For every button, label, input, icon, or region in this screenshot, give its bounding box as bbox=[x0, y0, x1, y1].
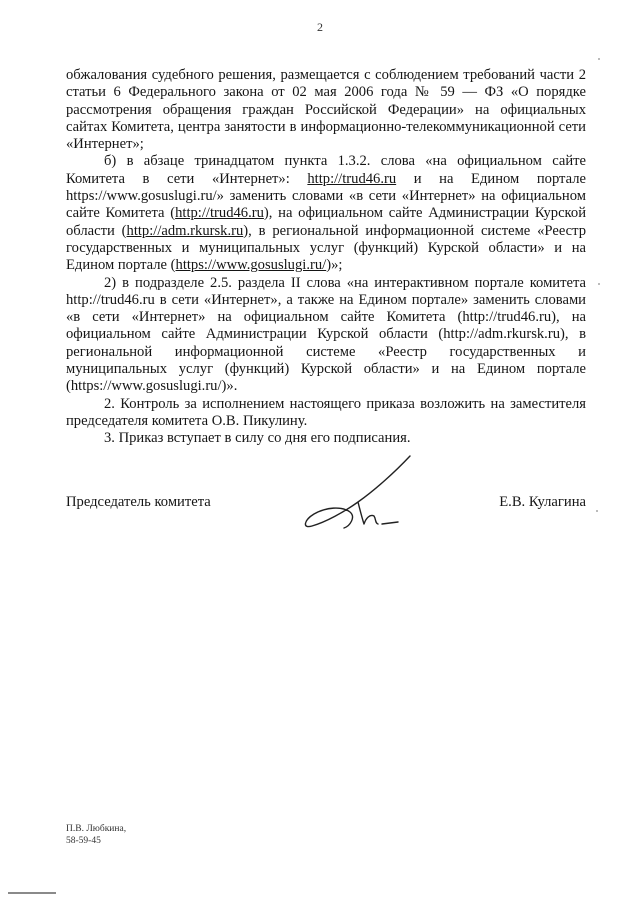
paragraph-b-text-2: и на Едином портале https://www.gosuslugi.ru/» заменить словами «в сети «Интернет» на официальном сайте Комитета ( bbox=[66, 170, 586, 222]
scan-speck bbox=[598, 283, 600, 285]
executor-name: П.В. Любкина, bbox=[66, 824, 127, 834]
signer-title: Председатель комитета bbox=[66, 494, 211, 510]
paragraph-continuation: обжалования судебного решения, размещается с соблюдением требований части 2 статьи 6 Федерального закона от 02 мая 2006 года № 59 — ФЗ «О порядке рассмотрения обращения граждан Российской Федерации» на официальных сайтах Комитета, центра занятости в информационно-телекоммуникационной сети «Интернет»; bbox=[66, 67, 586, 153]
paragraph-b-text-5: )»; bbox=[326, 257, 343, 274]
link-trud46: http://trud46.ru bbox=[307, 170, 397, 187]
paragraph-b-text-1: б) в абзаце тринадцатом пункта 1.3.2. слова «на официальном сайте Комитета в сети «Интернет»: bbox=[66, 153, 586, 187]
paragraph-b bbox=[66, 153, 586, 274]
scan-speck bbox=[598, 58, 600, 60]
paragraph-effective: 3. Приказ вступает в силу со дня его подписания. bbox=[104, 430, 411, 447]
handwritten-signature bbox=[300, 452, 420, 542]
document-body bbox=[66, 67, 586, 448]
scan-mark bbox=[8, 892, 56, 894]
scan-speck bbox=[596, 510, 598, 512]
link-adm-rkursk: http://adm.rkursk.ru bbox=[126, 222, 244, 239]
signer-name: Е.В. Кулагина bbox=[499, 494, 586, 510]
page-number: 2 bbox=[317, 20, 323, 34]
paragraph-b-text-3: ), на официальном сайте Администрации Курской области ( bbox=[66, 205, 587, 239]
executor-phone: 58-59-45 bbox=[66, 836, 101, 846]
executor-note bbox=[66, 823, 126, 847]
link-gosuslugi: https://www.gosuslugi.ru/ bbox=[175, 257, 327, 274]
paragraph-b-text-4: ), в региональной информационной системе «Реестр государственных и муниципальных услуг (функций) Курской области» и на Едином портале ( bbox=[66, 222, 587, 274]
link-trud46-2: http://trud46.ru bbox=[175, 205, 264, 222]
paragraph-2-subsection: 2) в подразделе 2.5. раздела II слова «на интерактивном портале комитета http://trud46.ru в сети «Интернет», а также на Едином портале» заменить словами «в сети «Интернет» на официальном сайте Комитета (http://trud46.ru), на официальном сайте Администрации Курской области (http://adm.rkursk.ru), в региональной информационной системе «Реестр государственных и муниципальных услуг (функций) Курской области» и на Едином портале (https://www.gosuslugi.ru/)». bbox=[66, 274, 586, 395]
paragraph-control: 2. Контроль за исполнением настоящего приказа возложить на заместителя председателя комитета О.В. Пикулину. bbox=[66, 395, 586, 429]
